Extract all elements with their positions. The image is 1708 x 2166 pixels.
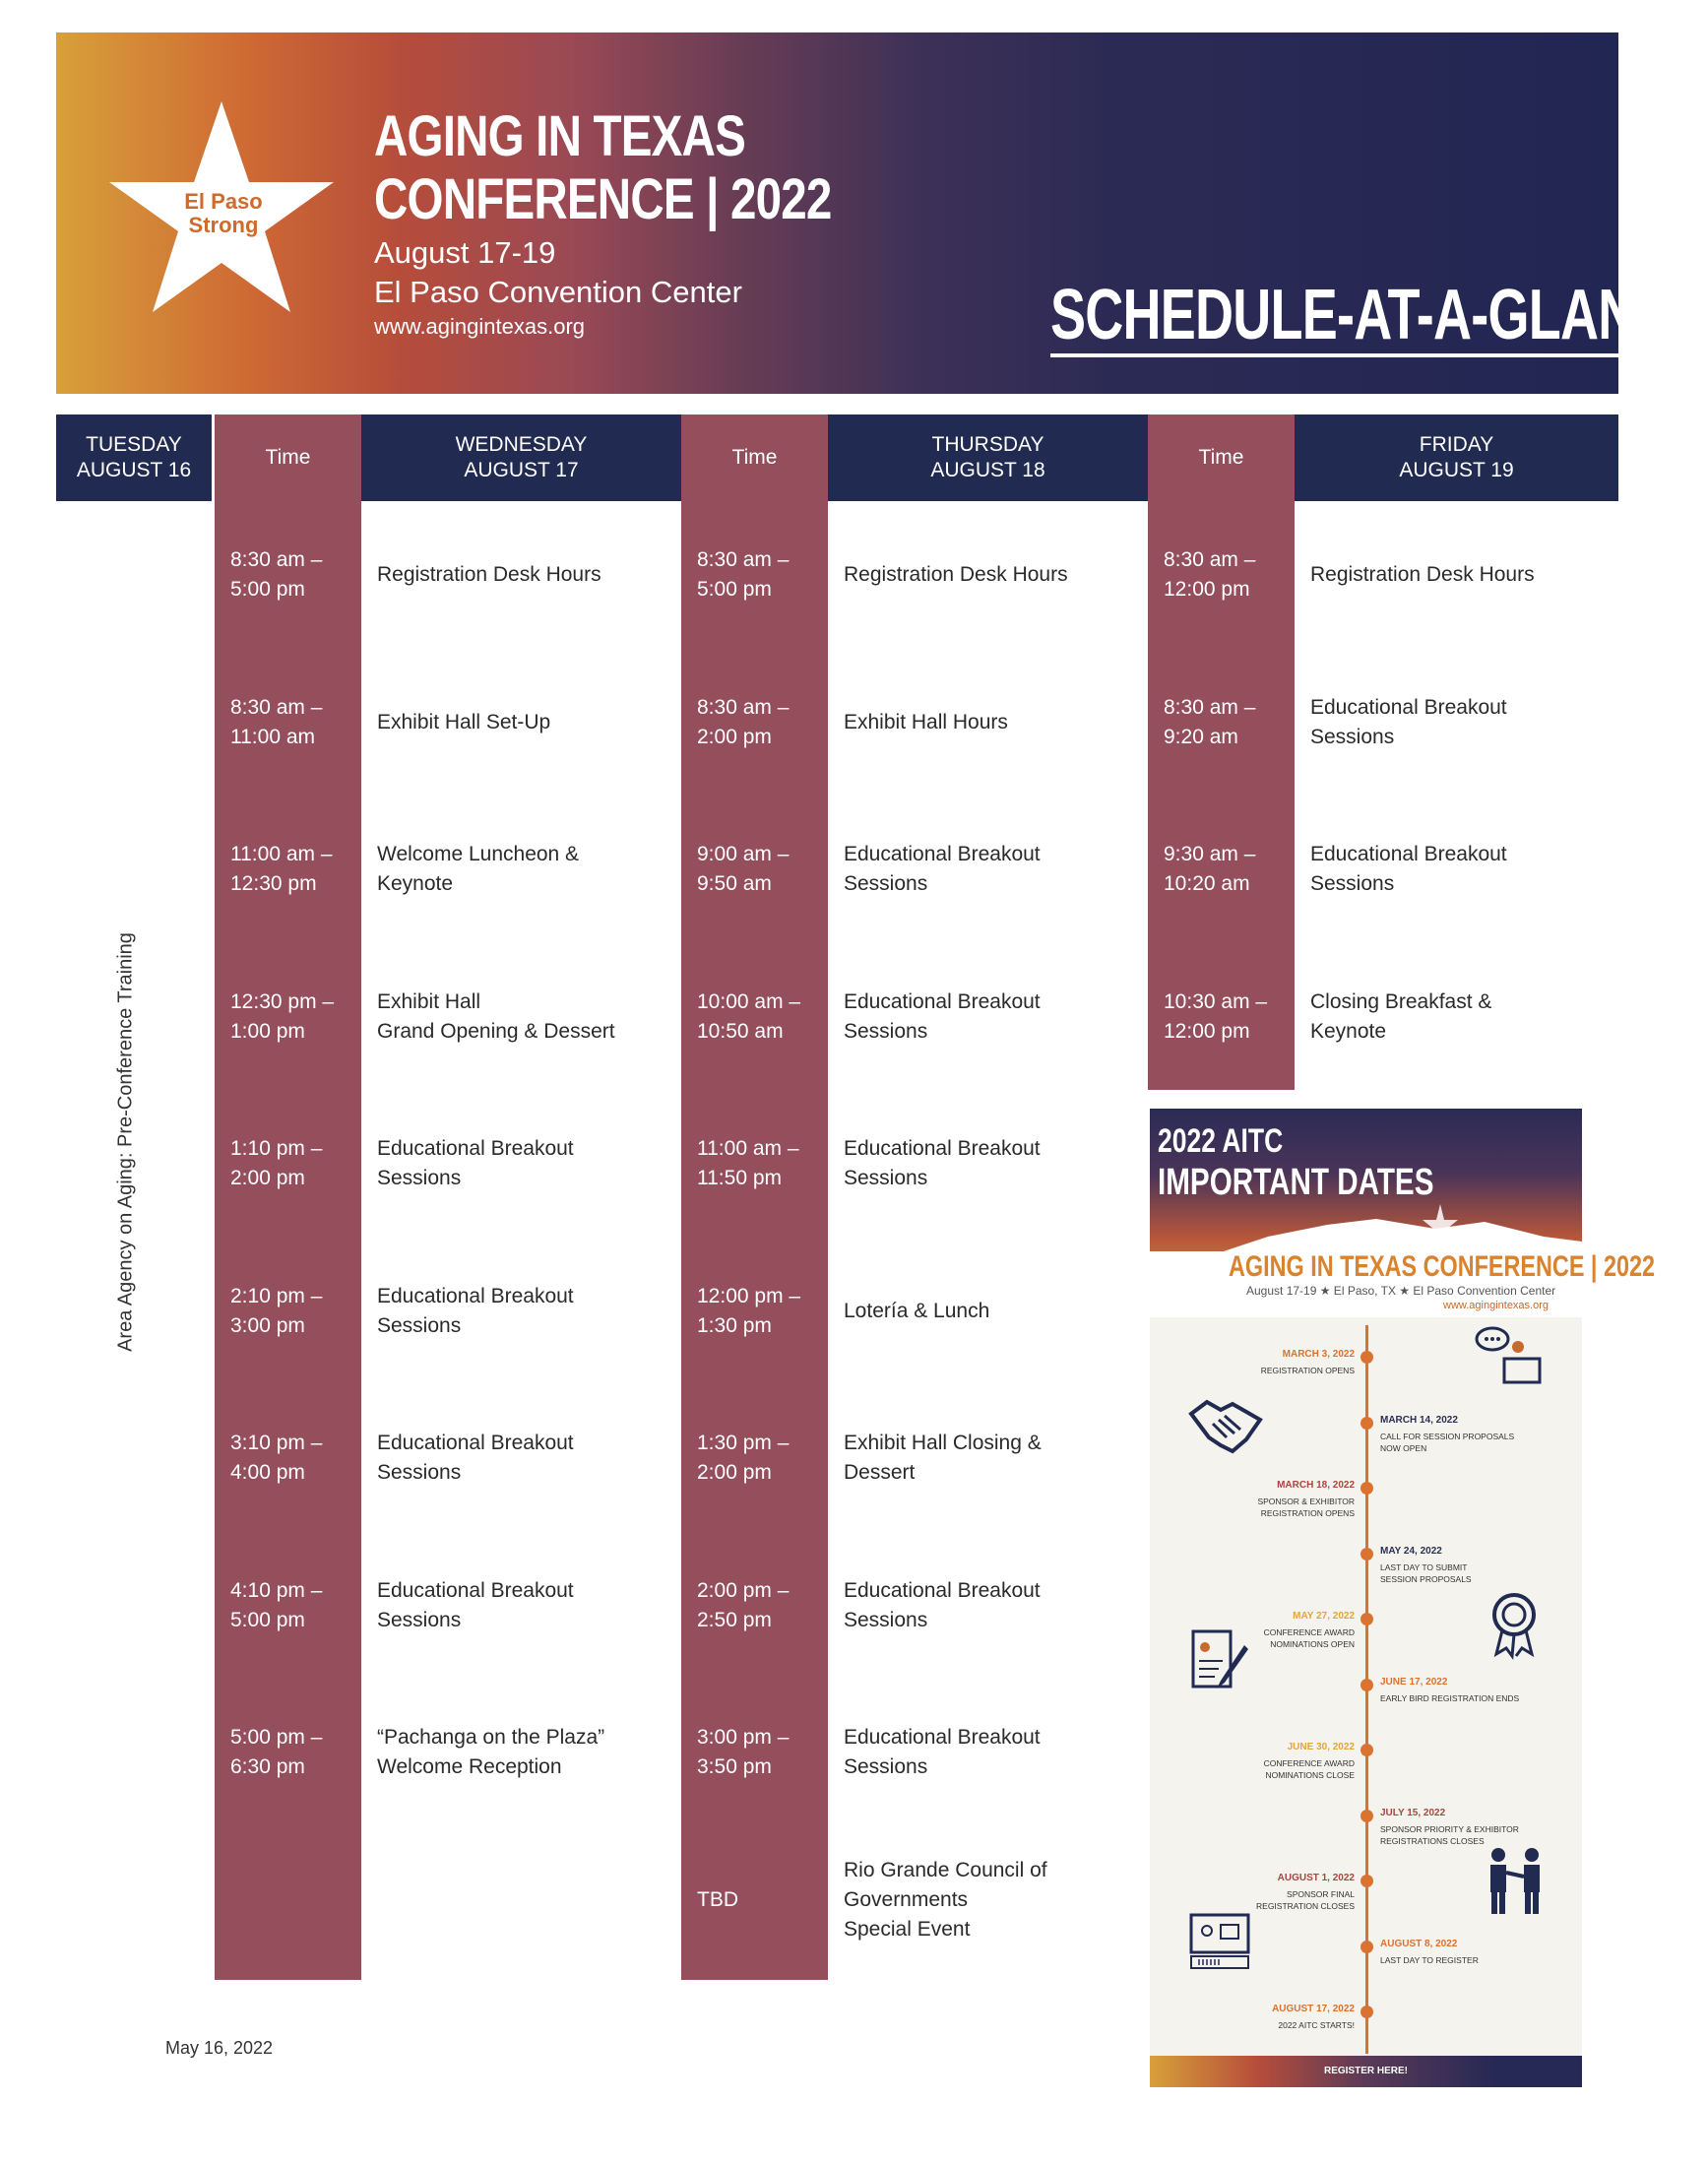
header-friday-date: AUGUST 19	[1399, 459, 1514, 481]
event-line: Educational Breakout	[844, 1726, 1041, 1749]
thursday-event-cell	[844, 987, 1041, 1047]
event-line: Educational Breakout	[844, 843, 1041, 865]
timeline-date: AUGUST 1, 2022	[1277, 1873, 1355, 1883]
two-people-icon	[1483, 1845, 1548, 1916]
time-line: 5:00 pm –	[230, 1726, 323, 1749]
award-ribbon-icon	[1485, 1589, 1544, 1660]
thursday-time-cell	[697, 693, 789, 752]
time-line: 5:00 pm	[230, 578, 305, 601]
time-line: 3:00 pm –	[697, 1726, 790, 1749]
time-line: 10:30 am –	[1164, 989, 1268, 1013]
conference-venue: El Paso Convention Center	[374, 275, 742, 309]
tuesday-preconference-note: Area Agency on Aging: Pre-Conference Training	[114, 932, 137, 1352]
timeline-dot	[1360, 1875, 1373, 1887]
friday-event-cell	[1310, 693, 1507, 752]
thursday-event-cell	[844, 1576, 1041, 1635]
timeline-date: MARCH 3, 2022	[1282, 1349, 1355, 1360]
time-line: 9:20 am	[1164, 725, 1238, 748]
thursday-time-cell	[697, 1282, 800, 1341]
timeline-date: AUGUST 17, 2022	[1272, 2004, 1355, 2014]
event-line: Educational Breakout	[844, 1137, 1041, 1160]
event-line: Closing Breakfast &	[1310, 989, 1492, 1013]
time-line: 11:00 am –	[697, 1137, 799, 1160]
infographic-url[interactable]: www.agingintexas.org	[1443, 1300, 1550, 1311]
friday-time-cell	[1164, 987, 1267, 1047]
timeline-description: CONFERENCE AWARD NOMINATIONS CLOSE	[1263, 1758, 1355, 1780]
friday-time-cell	[1164, 693, 1255, 752]
thursday-time-cell	[697, 840, 789, 899]
timeline-date: MARCH 18, 2022	[1277, 1480, 1355, 1491]
timeline-description: SPONSOR & EXHIBITOR REGISTRATION OPENS	[1257, 1497, 1355, 1518]
time-line: 11:50 pm	[697, 1167, 782, 1189]
wednesday-event-cell	[377, 1282, 574, 1341]
event-line: Exhibit Hall Closing &	[844, 1432, 1042, 1454]
wednesday-time-cell	[230, 1429, 322, 1488]
header-time-friday	[1148, 414, 1295, 501]
event-line: Special Event	[844, 1917, 971, 1941]
event-line: Registration Desk Hours	[1310, 563, 1535, 586]
thursday-event-cell	[844, 560, 1068, 590]
timeline-description: CONFERENCE AWARD NOMINATIONS OPEN	[1263, 1627, 1355, 1649]
wednesday-event-cell	[377, 1723, 604, 1782]
speaker-podium-icon	[1475, 1325, 1544, 1386]
time-line: 5:00 pm	[230, 1608, 305, 1631]
time-line: 12:00 pm	[1164, 578, 1250, 601]
thursday-time-cell	[697, 1723, 789, 1782]
conference-dates: August 17-19	[374, 235, 556, 270]
event-line: Welcome Reception	[377, 1755, 562, 1778]
footer-date: May 16, 2022	[165, 2038, 274, 2058]
header-wednesday-date: AUGUST 17	[464, 459, 579, 481]
header-tuesday-date: AUGUST 16	[76, 459, 192, 481]
thursday-time-cell	[697, 545, 789, 605]
time-line: 2:00 pm	[697, 1461, 772, 1484]
star-label-line-2: Strong	[188, 213, 259, 237]
timeline-description: LAST DAY TO REGISTER	[1380, 1954, 1479, 1965]
time-line: 5:00 pm	[697, 578, 772, 601]
timeline-dot	[1360, 1613, 1373, 1625]
conference-url[interactable]: www.agingintexas.org	[374, 314, 586, 339]
time-line: 2:00 pm	[230, 1167, 305, 1189]
time-line: 8:30 am –	[1164, 695, 1256, 719]
event-line: Sessions	[844, 1608, 928, 1631]
event-line: Sessions	[844, 1755, 928, 1778]
timeline-date: JUNE 30, 2022	[1287, 1742, 1355, 1752]
event-line: Educational Breakout	[844, 989, 1041, 1013]
wednesday-event-cell	[377, 1134, 574, 1193]
header-time-label: Time	[265, 446, 311, 469]
wednesday-event-cell	[377, 560, 601, 590]
event-line: Exhibit Hall	[377, 989, 481, 1013]
friday-event-cell	[1310, 560, 1535, 590]
thursday-time-cell	[697, 987, 800, 1047]
event-line: Sessions	[377, 1313, 462, 1337]
time-line: 10:50 am	[697, 1019, 784, 1043]
timeline-dot	[1360, 1679, 1373, 1691]
wednesday-event-cell	[377, 708, 550, 737]
time-line: 12:30 pm	[230, 872, 317, 895]
timeline-dot	[1360, 1351, 1373, 1364]
time-line: 12:00 pm –	[697, 1284, 801, 1307]
handshake-icon	[1187, 1394, 1264, 1459]
time-line: 1:30 pm –	[697, 1432, 790, 1454]
timeline-description: LAST DAY TO SUBMIT SESSION PROPOSALS	[1380, 1561, 1472, 1584]
time-line: 2:00 pm	[697, 725, 772, 748]
time-line: 10:00 am –	[697, 989, 801, 1013]
event-line: Sessions	[377, 1167, 462, 1189]
event-line: Sessions	[844, 872, 928, 895]
important-dates-infographic	[1150, 1109, 1656, 2087]
event-line: Educational Breakout	[377, 1284, 574, 1307]
timeline-dot	[1360, 1417, 1373, 1430]
header-banner	[56, 32, 1708, 394]
star-label	[150, 190, 297, 237]
event-line: Educational Breakout	[1310, 843, 1507, 865]
event-line: Exhibit Hall Set-Up	[377, 710, 551, 733]
wednesday-time-cell	[230, 1723, 322, 1782]
event-line: Sessions	[377, 1461, 462, 1484]
time-line: 9:50 am	[697, 872, 772, 895]
time-line: 9:00 am –	[697, 843, 790, 865]
wednesday-event-cell	[377, 1576, 574, 1635]
friday-time-cell	[1164, 840, 1255, 899]
friday-time-cell	[1164, 545, 1255, 605]
event-line: Grand Opening & Dessert	[377, 1019, 615, 1043]
timeline-dot	[1360, 2006, 1373, 2018]
wednesday-time-cell	[230, 1282, 322, 1341]
register-here-link[interactable]: REGISTER HERE!	[1150, 2056, 1582, 2087]
header-wednesday	[361, 414, 681, 501]
event-line: Welcome Luncheon &	[377, 843, 580, 865]
header-thursday	[828, 414, 1148, 501]
wednesday-event-cell	[377, 1429, 574, 1488]
time-line: 12:00 pm	[1164, 1019, 1250, 1043]
time-line: 1:30 pm	[697, 1313, 772, 1337]
event-line: Lotería & Lunch	[844, 1299, 990, 1322]
header-time-thursday	[681, 414, 828, 501]
event-line: Educational Breakout	[377, 1432, 574, 1454]
infographic-title-2: IMPORTANT DATES	[1158, 1162, 1434, 1203]
thursday-time-cell	[697, 1134, 799, 1193]
header-friday-day: FRIDAY	[1419, 433, 1494, 456]
thursday-time-cell	[697, 1576, 789, 1635]
timeline-date: JUNE 17, 2022	[1380, 1676, 1448, 1688]
event-line: Sessions	[377, 1608, 462, 1631]
thursday-event-cell	[844, 840, 1041, 899]
header-tuesday-day: TUESDAY	[86, 433, 182, 456]
timeline-description: 2022 AITC STARTS!	[1278, 2020, 1355, 2030]
conference-title-line-1: AGING IN TEXAS	[374, 104, 745, 168]
event-line: Educational Breakout	[844, 1578, 1041, 1602]
event-line: Governments	[844, 1887, 969, 1911]
time-line: 11:00 am	[230, 725, 315, 748]
timeline-date: MAY 27, 2022	[1293, 1611, 1355, 1622]
time-line: 4:10 pm –	[230, 1578, 323, 1602]
wednesday-time-cell	[230, 987, 334, 1047]
time-line: 10:20 am	[1164, 872, 1250, 895]
thursday-event-cell	[844, 1429, 1042, 1488]
time-line: 3:50 pm	[697, 1755, 772, 1778]
event-line: Exhibit Hall Hours	[844, 710, 1008, 733]
header-tuesday	[56, 414, 212, 501]
event-line: Keynote	[1310, 1019, 1387, 1043]
timeline-date: AUGUST 8, 2022	[1380, 1938, 1458, 1949]
time-line: TBD	[697, 1887, 738, 1911]
timeline-dot	[1360, 1941, 1373, 1953]
time-line: 1:10 pm –	[230, 1137, 323, 1160]
time-line: 6:30 pm	[230, 1755, 305, 1778]
wednesday-time-cell	[230, 1576, 322, 1635]
wednesday-time-cell	[230, 840, 333, 899]
timeline-dot	[1360, 1482, 1373, 1495]
time-line: 8:30 am –	[697, 695, 790, 719]
thursday-event-cell	[844, 1723, 1041, 1782]
event-line: Educational Breakout	[377, 1137, 574, 1160]
time-line: 8:30 am –	[230, 695, 323, 719]
event-line: Sessions	[844, 1167, 928, 1189]
time-line: 2:10 pm –	[230, 1284, 323, 1307]
event-line: Rio Grande Council of	[844, 1858, 1047, 1881]
time-line: 8:30 am –	[697, 548, 790, 571]
time-line: 4:00 pm	[230, 1461, 305, 1484]
schedule-heading: SCHEDULE-AT-A-GLANCE	[1050, 279, 1708, 357]
time-line: 8:30 am –	[1164, 548, 1256, 571]
exhibit-booth-icon	[1187, 1911, 1254, 1972]
time-line: 3:00 pm	[230, 1313, 305, 1337]
event-line: “Pachanga on the Plaza”	[377, 1726, 605, 1749]
event-line: Sessions	[844, 1019, 928, 1043]
document-pen-icon	[1189, 1625, 1250, 1696]
wednesday-time-cell	[230, 545, 322, 605]
thursday-time-cell	[697, 1885, 738, 1915]
header-thursday-date: AUGUST 18	[930, 459, 1045, 481]
thursday-event-cell	[844, 1297, 989, 1326]
infographic-conference-name: AGING IN TEXAS CONFERENCE | 2022	[1229, 1250, 1656, 1283]
timeline-description: EARLY BIRD REGISTRATION ENDS	[1380, 1692, 1520, 1703]
event-line: Educational Breakout	[377, 1578, 574, 1602]
friday-event-cell	[1310, 987, 1491, 1047]
time-line: 8:30 am –	[230, 548, 323, 571]
time-line: 1:00 pm	[230, 1019, 305, 1043]
header-time-wednesday	[215, 414, 361, 501]
header-thursday-day: THURSDAY	[931, 433, 1044, 456]
star-icon	[1401, 1202, 1460, 1251]
timeline-date: MAY 24, 2022	[1380, 1545, 1442, 1557]
event-line: Registration Desk Hours	[844, 563, 1068, 586]
time-line: 2:50 pm	[697, 1608, 772, 1631]
timeline-description: CALL FOR SESSION PROPOSALS NOW OPEN	[1380, 1431, 1515, 1453]
time-line: 3:10 pm –	[230, 1432, 323, 1454]
thursday-time-cell	[697, 1429, 789, 1488]
timeline-dot	[1360, 1810, 1373, 1822]
wednesday-time-cell	[230, 693, 322, 752]
thursday-event-cell	[844, 1856, 1047, 1944]
timeline-dot	[1360, 1548, 1373, 1561]
wednesday-time-cell	[230, 1134, 322, 1193]
time-line: 11:00 am –	[230, 843, 333, 865]
event-line: Registration Desk Hours	[377, 563, 601, 586]
event-line: Dessert	[844, 1461, 916, 1484]
timeline-dot	[1360, 1744, 1373, 1756]
timeline-description: REGISTRATION OPENS	[1260, 1366, 1355, 1375]
timeline-description: SPONSOR FINAL REGISTRATION CLOSES	[1256, 1889, 1355, 1911]
timeline-date: JULY 15, 2022	[1380, 1807, 1446, 1818]
infographic-title-1: 2022 AITC	[1158, 1122, 1284, 1160]
header-wednesday-day: WEDNESDAY	[455, 433, 588, 456]
event-line: Keynote	[377, 872, 454, 895]
event-line: Educational Breakout	[1310, 695, 1507, 719]
wednesday-event-cell	[377, 840, 579, 899]
time-line: 2:00 pm –	[697, 1578, 790, 1602]
header-friday	[1295, 414, 1618, 501]
time-line: 9:30 am –	[1164, 843, 1256, 865]
header-time-label: Time	[1198, 446, 1244, 469]
wednesday-event-cell	[377, 987, 615, 1047]
time-line: 12:30 pm –	[230, 989, 335, 1013]
header-time-label: Time	[731, 446, 778, 469]
friday-event-cell	[1310, 840, 1507, 899]
event-line: Sessions	[1310, 872, 1395, 895]
thursday-event-cell	[844, 1134, 1041, 1193]
infographic-subline: August 17-19 ★ El Paso, TX ★ El Paso Convention Center	[1246, 1284, 1556, 1298]
timeline-description: SPONSOR PRIORITY & EXHIBITOR REGISTRATIONS CLOSES	[1380, 1823, 1519, 1846]
conference-title-line-2: CONFERENCE | 2022	[374, 167, 832, 231]
timeline-date: MARCH 14, 2022	[1380, 1414, 1458, 1426]
thursday-event-cell	[844, 708, 1008, 737]
star-label-line-1: El Paso	[184, 189, 263, 214]
event-line: Sessions	[1310, 725, 1395, 748]
